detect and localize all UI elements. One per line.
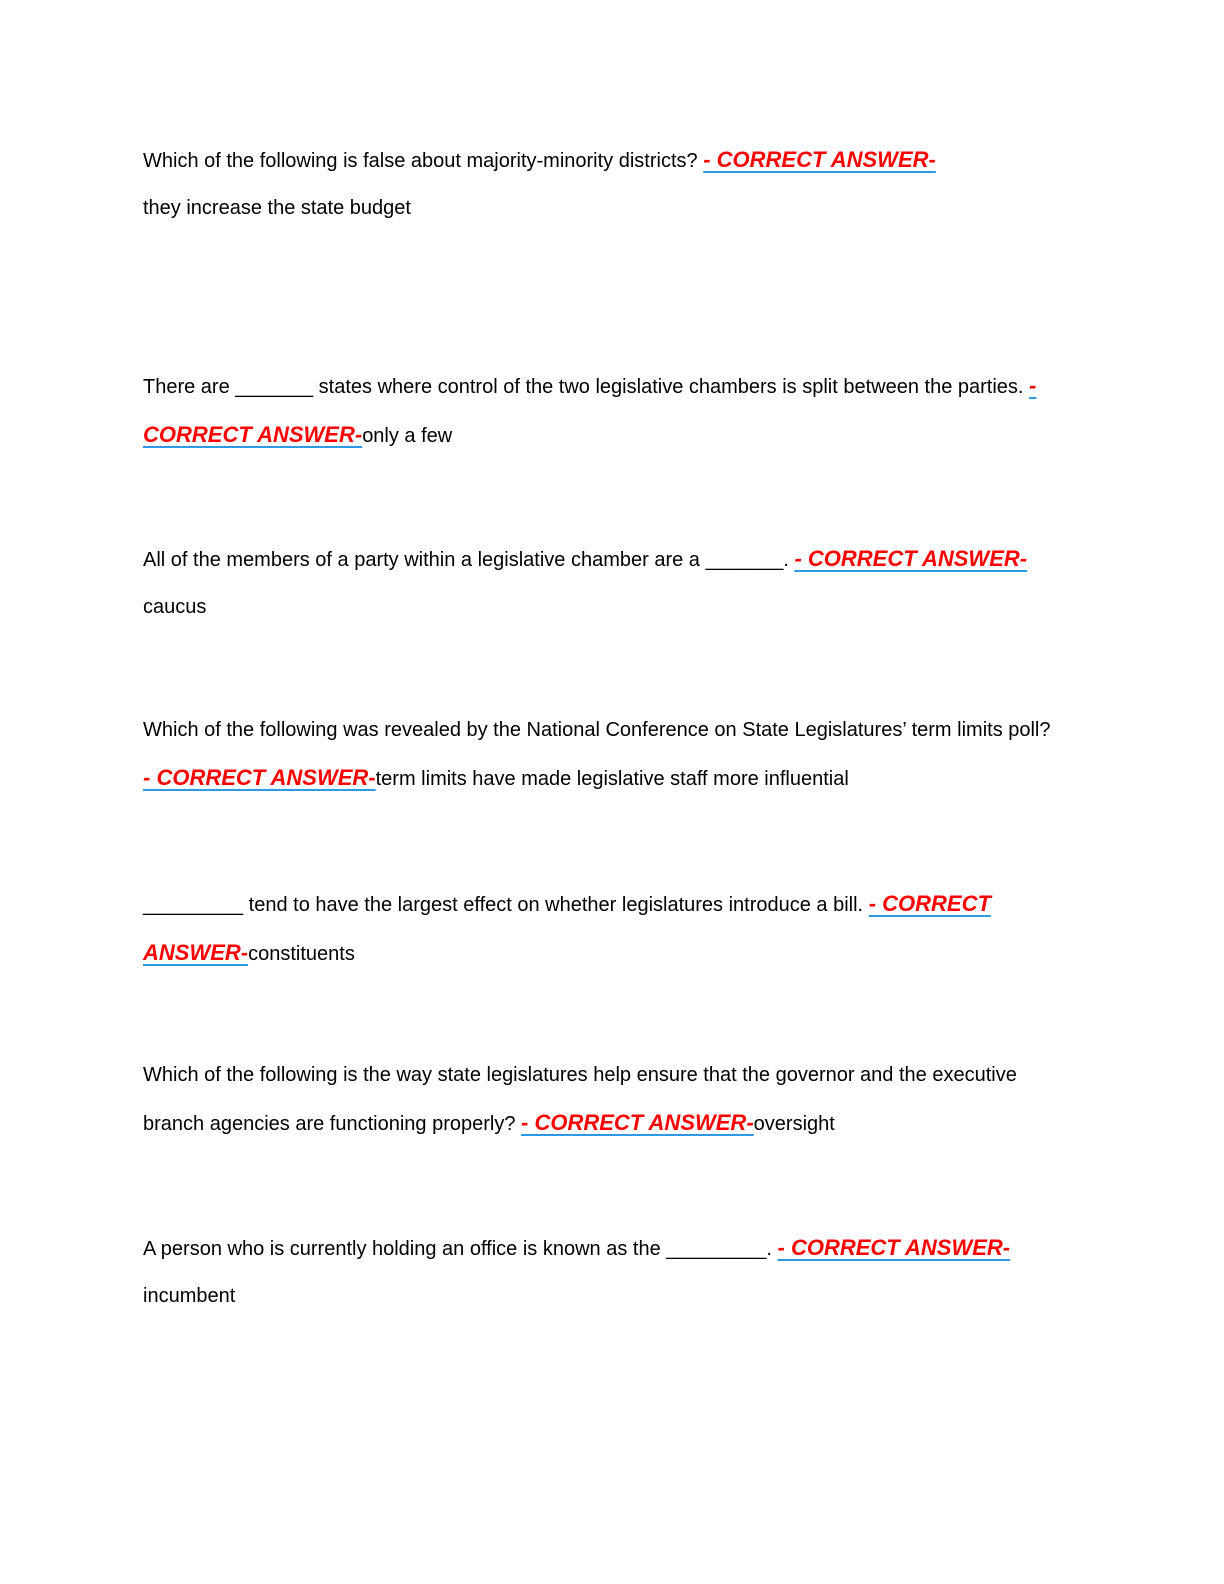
qa-item xyxy=(143,136,1063,232)
answer-text: caucus xyxy=(143,596,207,618)
question-text: _________ tend to have the largest effect on whether legislatures introduce a bill. xyxy=(143,894,864,916)
correct-answer-marker: - CORRECT ANSWER- xyxy=(143,765,376,790)
answer-text: oversight xyxy=(753,1113,835,1135)
correct-answer-marker: - CORRECT ANSWER- xyxy=(794,546,1028,571)
answer-text: constituents xyxy=(248,943,355,965)
correct-answer-marker: - CORRECT ANSWER- xyxy=(143,373,1037,447)
correct-answer-marker: - CORRECT ANSWER- xyxy=(143,891,991,965)
answer-text: they increase the state budget xyxy=(143,197,411,219)
qa-item xyxy=(143,535,1063,631)
qa-item xyxy=(143,880,1063,978)
answer-text: incumbent xyxy=(143,1285,236,1307)
question-text: A person who is currently holding an office is known as the _________. xyxy=(143,1238,772,1260)
qa-item xyxy=(143,362,1063,460)
correct-answer-marker: - CORRECT ANSWER- xyxy=(777,1235,1011,1260)
answer-text: only a few xyxy=(362,425,453,447)
qa-item xyxy=(143,1052,1063,1148)
correct-answer-marker: - CORRECT ANSWER- xyxy=(703,147,936,172)
question-text: All of the members of a party within a legislative chamber are a _______. xyxy=(143,549,789,571)
qa-item xyxy=(143,707,1063,803)
qa-item xyxy=(143,1224,1063,1320)
answer-text: term limits have made legislative staff more influential xyxy=(375,768,849,790)
question-text: There are _______ states where control of the two legislative chambers is split between the parties. xyxy=(143,376,1024,398)
correct-answer-marker: - CORRECT ANSWER- xyxy=(521,1110,754,1135)
question-text: Which of the following was revealed by the National Conference on State Legislatures’ term limits poll? xyxy=(143,719,1051,741)
question-text: Which of the following is false about majority-minority districts? xyxy=(143,150,698,172)
question-text: Which of the following is the way state legislatures help ensure that the governor and the executive branch agencies are functioning properly? xyxy=(143,1064,1017,1135)
